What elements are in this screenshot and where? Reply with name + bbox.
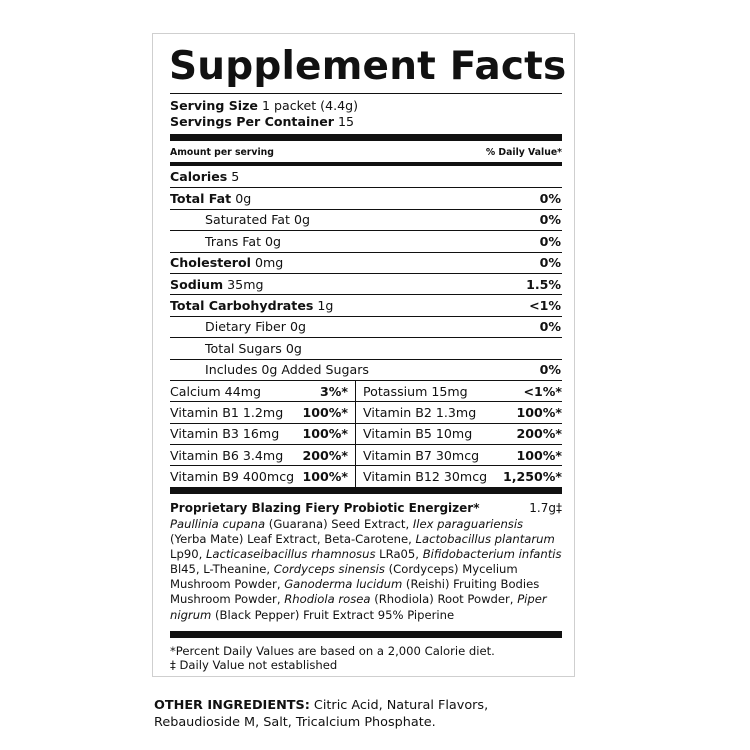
vitamin-name: Potassium 15mg — [363, 383, 468, 399]
serving-size-label: Serving Size — [170, 98, 258, 113]
nutrient-row-total-carbohydrates — [170, 294, 562, 315]
servings-per-container-value: 15 — [338, 114, 355, 129]
ingredient-text: (Rhodiola) Root Powder, — [370, 592, 518, 607]
nutrient-row-total-sugars — [170, 337, 562, 358]
ingredient-botanical-name: Ilex paraguariensis — [412, 516, 524, 531]
ingredient-botanical-name: Paullinia cupana — [170, 516, 266, 531]
nutrient-amount: 1g — [317, 298, 334, 314]
nutrient-row-added-sugars — [170, 359, 562, 380]
vitamin-row — [170, 401, 562, 422]
proprietary-blend — [170, 494, 562, 631]
ingredient-text: Bl45, L-Theanine, — [170, 562, 274, 577]
serving-size-line — [170, 98, 562, 114]
daily-value-header: % Daily Value* — [485, 146, 562, 158]
vitamin-name: Vitamin B6 3.4mg — [170, 447, 284, 463]
vitamin-dv: 200%* — [516, 426, 562, 442]
proprietary-blend-header — [170, 501, 562, 516]
panel-title: Supplement Facts — [169, 44, 567, 89]
vitamin-name: Calcium 44mg — [170, 383, 261, 399]
ingredient-botanical-name: Bifidobacterium infantis — [422, 547, 562, 562]
nutrient-name: Total Carbohydrates — [170, 298, 314, 314]
nutrient-row-saturated-fat — [170, 209, 562, 230]
nutrient-row-cholesterol — [170, 252, 562, 273]
ingredient-text: (Yerba Mate) Leaf Extract, Beta-Carotene, — [170, 532, 416, 547]
serving-size-value: 1 packet (4.4g) — [262, 98, 359, 113]
vitamin-dv: 1,250%* — [502, 469, 562, 485]
nutrient-list — [170, 166, 562, 380]
vitamin-name: Vitamin B9 400mcg — [170, 469, 295, 485]
ingredient-text: (Reishi) Fruiting Bodies Mushroom Powder, — [170, 577, 540, 607]
ingredient-botanical-name: Cordyceps sinensis — [273, 562, 385, 577]
vitamin-row — [170, 380, 562, 401]
other-ingredients-text: Citric Acid, Natural Flavors, Rebaudioside M, Salt, Tricalcium Phosphate. — [154, 698, 489, 730]
vitamin-name: Vitamin B12 30mcg — [363, 469, 488, 485]
nutrient-name: Saturated Fat 0g — [205, 212, 310, 228]
proprietary-blend-amount: 1.7g‡ — [529, 500, 562, 515]
nutrient-dv: 0% — [539, 362, 561, 378]
nutrient-dv: 0% — [539, 212, 561, 228]
ingredient-botanical-name: Ganoderma lucidum — [284, 577, 403, 592]
serving-info — [170, 94, 562, 134]
vitamin-dv: 100%* — [516, 404, 562, 420]
nutrient-name: Total Sugars 0g — [205, 340, 302, 356]
nutrient-row-dietary-fiber — [170, 316, 562, 337]
vitamin-name: Vitamin B1 1.2mg — [170, 404, 284, 420]
nutrient-name: Total Fat — [170, 191, 232, 207]
vitamin-name: Vitamin B2 1.3mg — [363, 404, 477, 420]
ingredient-botanical-name: Lactobacillus plantarum — [415, 532, 555, 547]
vitamin-name: Vitamin B3 16mg — [170, 426, 280, 442]
supplement-facts-panel — [152, 33, 575, 677]
ingredient-botanical-name: Lacticaseibacillus rhamnosus — [205, 547, 376, 562]
ingredient-botanical-name: Rhodiola rosea — [284, 592, 371, 607]
nutrient-amount: 5 — [231, 169, 240, 185]
divider-thick — [170, 487, 562, 494]
nutrient-row-sodium — [170, 273, 562, 294]
vitamin-dv: 100%* — [302, 469, 348, 485]
ingredient-text: LRa05, — [375, 547, 423, 562]
footnote-not-established: ‡ Daily Value not established — [170, 658, 338, 673]
nutrient-amount: 0g — [235, 191, 252, 207]
other-ingredients — [154, 697, 534, 731]
footnote-daily-value: *Percent Daily Values are based on a 2,000 Calorie diet. — [170, 643, 495, 658]
nutrient-row-total-fat — [170, 187, 562, 208]
amount-header — [170, 141, 562, 162]
vitamin-dv: 3%* — [320, 383, 348, 399]
proprietary-blend-ingredients — [170, 517, 562, 623]
servings-per-container-label: Servings Per Container — [170, 114, 334, 129]
ingredient-text: (Guarana) Seed Extract, — [265, 516, 413, 531]
amount-per-serving-label: Amount per serving — [170, 146, 274, 158]
nutrient-row-calories — [170, 166, 562, 187]
nutrient-name: Sodium — [170, 276, 224, 292]
vitamin-dv: <1%* — [523, 383, 562, 399]
nutrient-name: Cholesterol — [170, 255, 251, 271]
vitamin-dv: 200%* — [302, 447, 348, 463]
vitamin-mineral-grid — [170, 380, 562, 487]
nutrient-dv: <1% — [529, 298, 561, 314]
proprietary-blend-name: Proprietary Blazing Fiery Probiotic Energizer* — [170, 500, 480, 515]
nutrient-amount: 0mg — [254, 255, 284, 271]
ingredient-text: (Cordyceps) Mycelium Mushroom Powder, — [170, 562, 518, 592]
nutrient-name: Dietary Fiber 0g — [205, 319, 306, 335]
nutrient-dv: 0% — [539, 233, 561, 249]
nutrient-name: Calories — [170, 169, 228, 185]
servings-per-container-line — [170, 114, 562, 130]
nutrient-dv: 0% — [539, 319, 561, 335]
nutrient-amount: 35mg — [227, 276, 264, 292]
divider-thick — [170, 134, 562, 141]
vitamin-row — [170, 444, 562, 465]
vitamin-row — [170, 465, 562, 486]
vitamin-dv: 100%* — [516, 447, 562, 463]
ingredient-botanical-name: Piper nigrum — [170, 592, 547, 622]
nutrient-dv: 0% — [539, 255, 561, 271]
vitamin-name: Vitamin B5 10mg — [363, 426, 473, 442]
nutrient-row-trans-fat — [170, 230, 562, 251]
nutrient-name: Trans Fat 0g — [205, 233, 282, 249]
footnotes — [170, 638, 562, 673]
ingredient-text: (Black Pepper) Fruit Extract 95% Piperine — [211, 607, 455, 622]
vitamin-dv: 100%* — [302, 426, 348, 442]
ingredient-text: Lp90, — [170, 547, 206, 562]
divider-thick — [170, 631, 562, 638]
vitamin-dv: 100%* — [302, 404, 348, 420]
other-ingredients-label: OTHER INGREDIENTS: — [154, 698, 310, 713]
vitamin-name: Vitamin B7 30mcg — [363, 447, 480, 463]
vitamin-row — [170, 423, 562, 444]
nutrient-dv: 0% — [539, 191, 561, 207]
nutrient-dv: 1.5% — [526, 276, 561, 292]
nutrient-name: Includes 0g Added Sugars — [205, 362, 369, 378]
